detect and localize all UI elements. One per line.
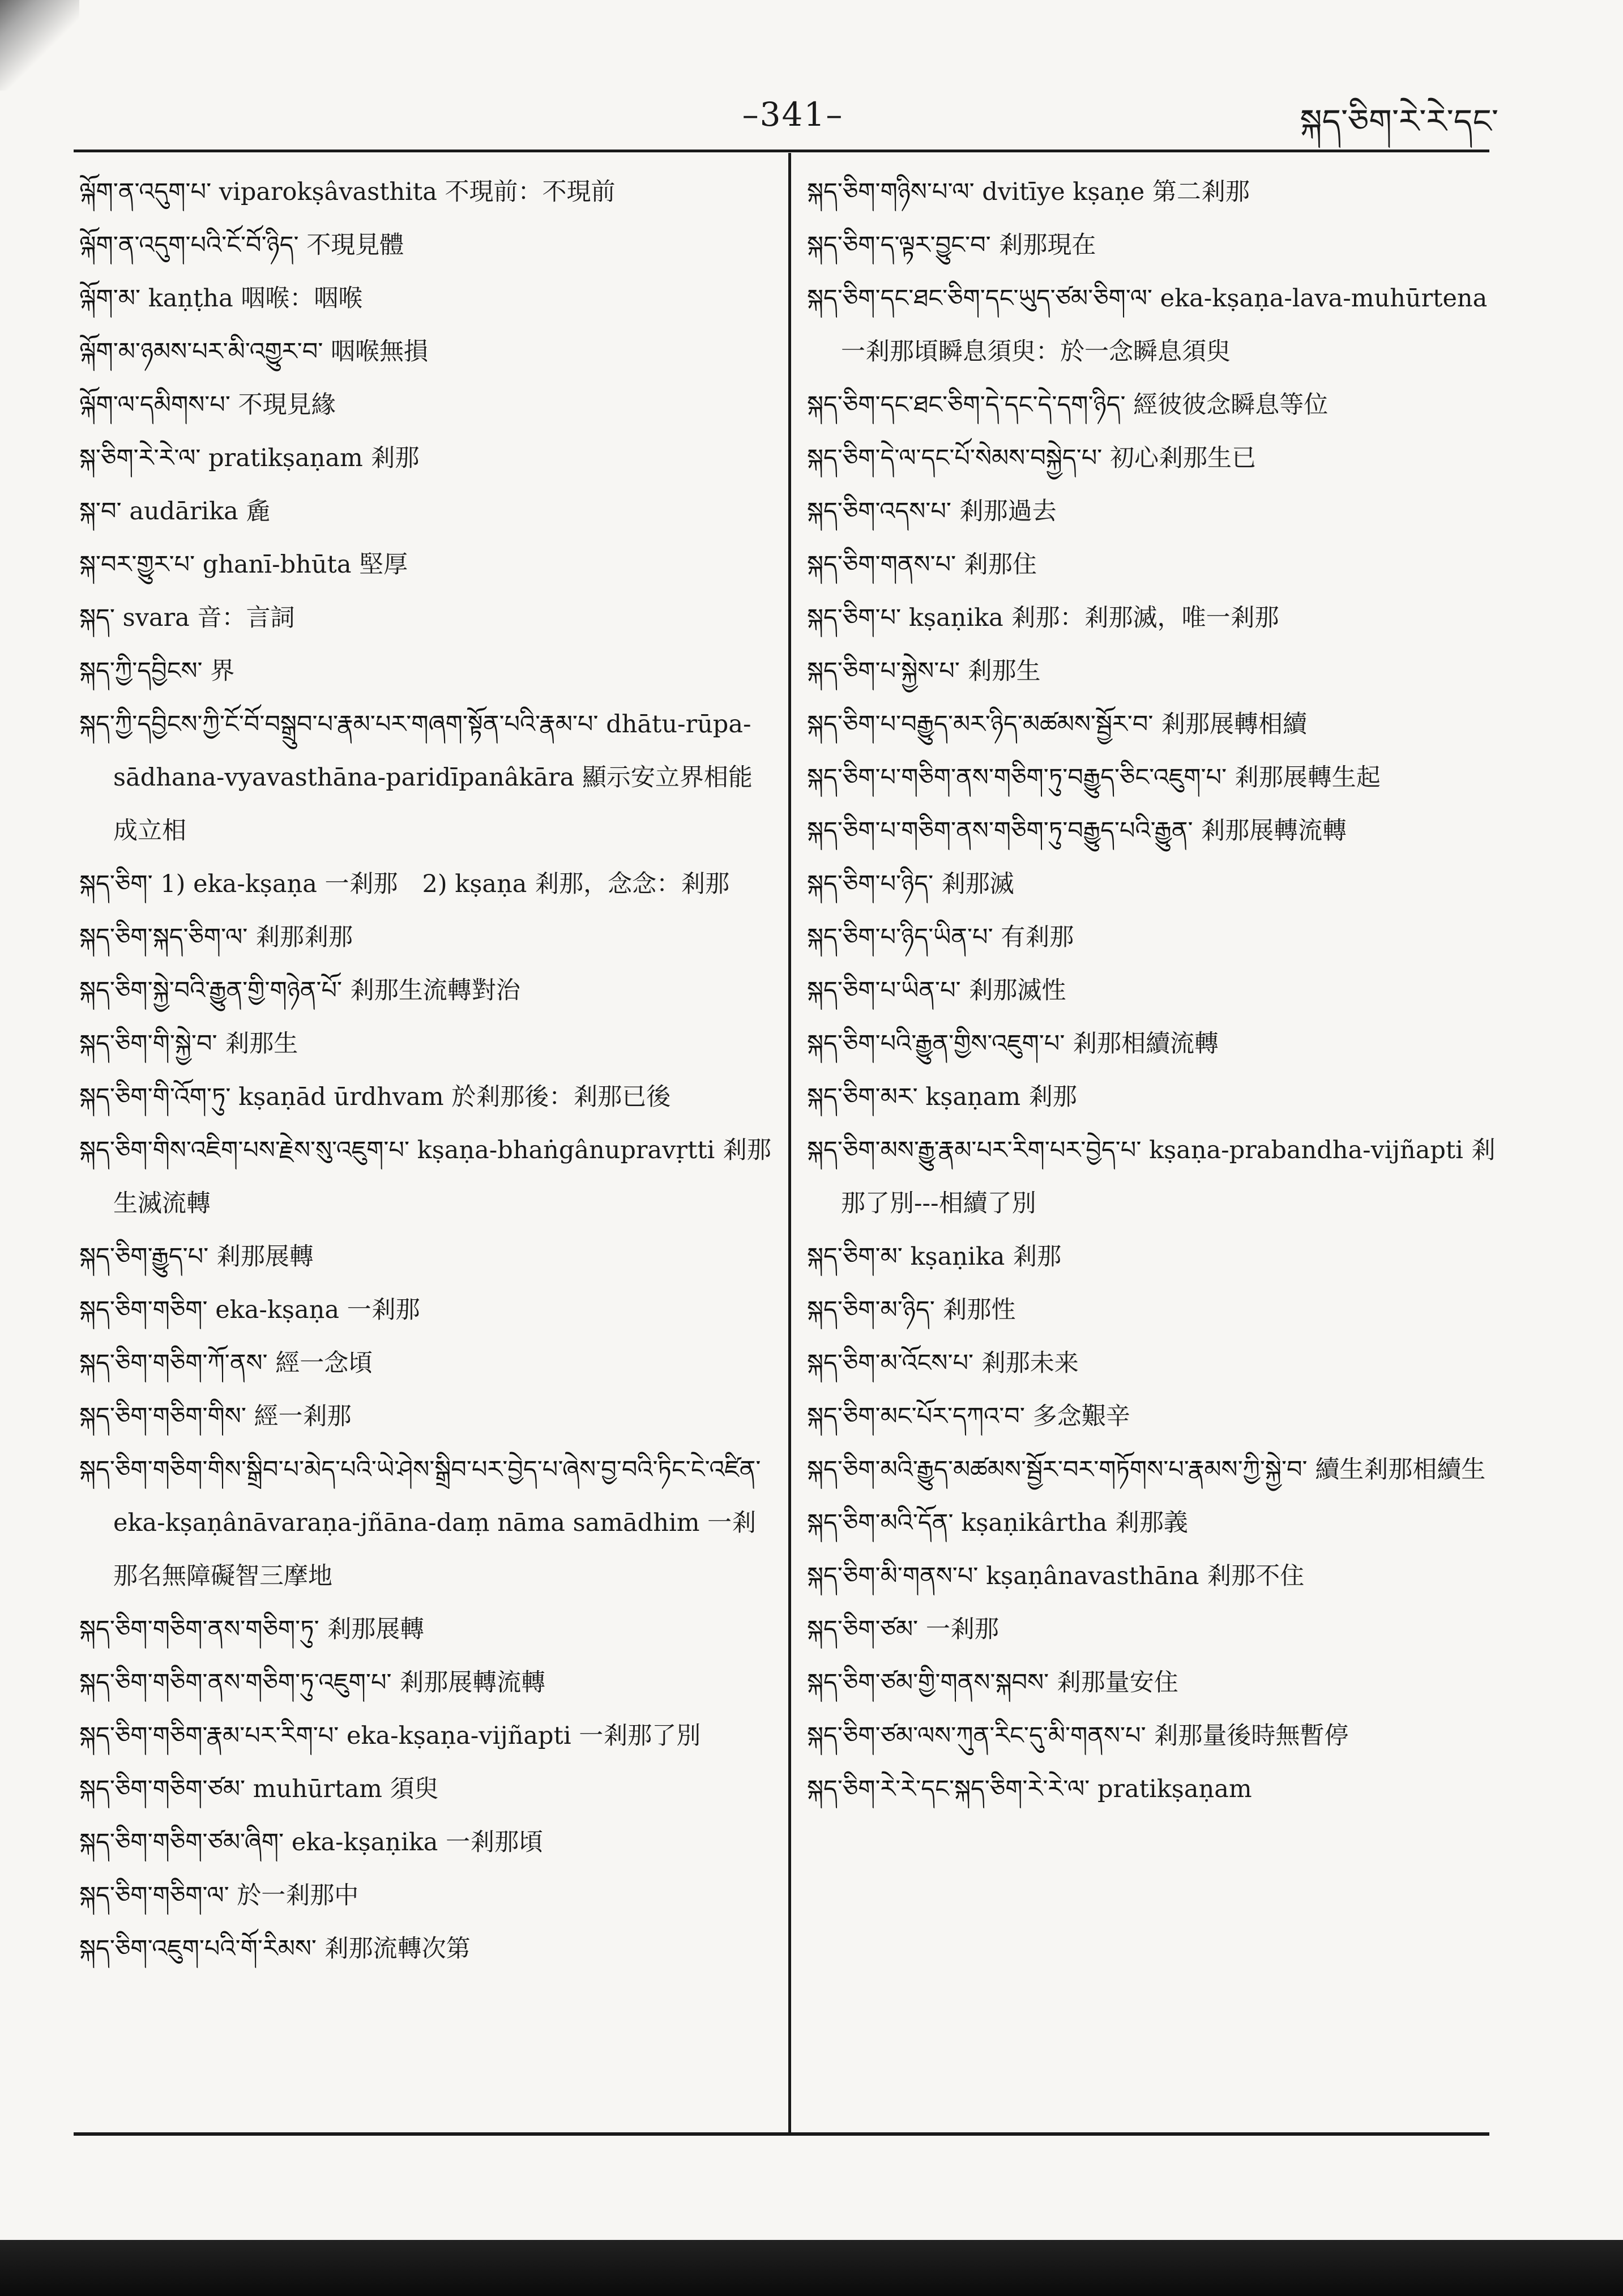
dictionary-entry <box>807 219 1506 272</box>
tibetan-term: སྐད་ཅིག་པ་ཉིད་ཡིན་པ་ <box>807 923 993 951</box>
tibetan-term: སྐད་ཅིག་དང་ཐང་ཅིག་དང་ཡུད་ཙམ་ཅིག་ལ་ <box>807 284 1152 313</box>
dictionary-entry <box>79 591 773 645</box>
tibetan-term: སྐད་ཅིག་འདས་པ་ <box>807 497 951 526</box>
entry-gloss: muhūrtam 須臾 <box>253 1775 439 1803</box>
dictionary-entry <box>79 645 773 698</box>
tibetan-term: ལྐོག་ན་འདུག་པའི་ངོ་བོ་ཉིད་ <box>79 231 299 259</box>
dictionary-entry <box>807 485 1506 538</box>
entry-gloss: 於一剎那中 <box>237 1881 359 1910</box>
tibetan-term: སྐད་ཅིག་གཅིག་ <box>79 1296 208 1324</box>
tibetan-term: སྐད་ཅིག་པ་ <box>807 604 902 632</box>
entry-gloss: 剎那展轉 <box>216 1243 314 1271</box>
dictionary-entry <box>79 432 773 485</box>
entry-gloss: 剎那過去 <box>959 497 1057 526</box>
entry-gloss: 剎那生流轉對治 <box>349 976 520 1005</box>
entry-gloss: 多念艱辛 <box>1032 1402 1130 1431</box>
entry-gloss: 剎那剎那 <box>255 923 353 951</box>
tibetan-term: ལྐོག་ན་འདུག་པ་ <box>79 178 212 206</box>
entry-gloss: 界 <box>210 657 235 685</box>
dictionary-entry <box>79 219 773 272</box>
dictionary-entry <box>79 485 773 538</box>
entry-gloss: dvitīye kṣaṇe 第二剎那 <box>982 178 1250 206</box>
dictionary-entry <box>807 538 1506 591</box>
tibetan-term: སྐད་ཅིག་དང་ཐང་ཅིག་དེ་དང་དེ་དག་ཉིད་ <box>807 391 1126 419</box>
entry-gloss: 剎那量安住 <box>1056 1668 1178 1697</box>
bottom-rule <box>74 2132 1489 2136</box>
tibetan-term: སྐད་ཅིག་ཙམ་གྱི་གནས་སྐབས་ <box>807 1668 1049 1697</box>
entry-gloss: 剎那住 <box>963 550 1037 579</box>
dictionary-entry <box>79 1017 773 1070</box>
tibetan-term: སྐད་ཅིག་ད་ལྟར་བྱུང་བ་ <box>807 231 991 259</box>
tibetan-term: སྐད་ཅིག་གཉིས་པ་ལ་ <box>807 178 975 206</box>
dictionary-entry <box>79 1656 773 1709</box>
dictionary-entry <box>79 964 773 1017</box>
tibetan-term: སྐད་ <box>79 604 115 632</box>
tibetan-term: སྐད་ཅིག་གིས་འཇིག་པས་རྗེས་སུ་འཇུག་པ་ <box>79 1136 409 1164</box>
entry-gloss: pratikṣaṇam 剎那 <box>208 444 420 472</box>
tibetan-term: སྐད་ཅིག་གཅིག་ནས་གཅིག་ཏུ་ <box>79 1615 319 1644</box>
entry-gloss: 不現見緣 <box>238 391 336 419</box>
dictionary-entry <box>79 1230 773 1283</box>
dictionary-entry <box>79 911 773 964</box>
entry-gloss: eka-kṣaṇa 一剎那 <box>215 1296 420 1324</box>
entry-gloss: eka-kṣaṇa-lava-muhūrtena 一剎那頃瞬息須臾：於一念瞬息須臾 <box>841 284 1488 366</box>
dictionary-entry <box>807 591 1506 645</box>
dictionary-entry <box>807 1550 1506 1603</box>
dictionary-entry <box>807 804 1506 857</box>
dictionary-entry <box>807 1230 1506 1283</box>
entry-gloss: eka-kṣaṇa-vijñapti 一剎那了別 <box>347 1722 701 1750</box>
tibetan-term: སྐད་ཅིག་མའི་རྒྱུད་མཚམས་སྦྱོར་བར་གཏོགས་པ་རྣམས་ཀྱི་སྐྱེ་བ་ <box>807 1456 1308 1484</box>
tibetan-term: སྐད་ཅིག་པའི་རྒྱུན་གྱིས་འཇུག་པ་ <box>807 1030 1065 1058</box>
dictionary-entry <box>807 1124 1506 1230</box>
tibetan-term: སྐད་ཅིག་རྒྱུད་པ་ <box>79 1243 209 1271</box>
dictionary-entry <box>79 1603 773 1656</box>
tibetan-term: སྐད་ཅིག་པ་གཅིག་ནས་གཅིག་ཏུ་བརྒྱུད་པའི་རྒྱུན་ <box>807 817 1193 845</box>
tibetan-term: སྐད་ཅིག་གཅིག་གིས་སྒྲིབ་པ་མེད་པའི་ཡེ་ཤེས་སྒྲིབ་པར་བྱེད་པ་ཞེས་བྱ་བའི་ཏིང་ངེ་འཛིན་ <box>79 1456 761 1484</box>
tibetan-term: ལྐོག་ལ་དམིགས་པ་ <box>79 391 230 419</box>
entry-gloss: 剎那生 <box>967 657 1041 685</box>
dictionary-entry <box>807 378 1506 432</box>
entry-gloss: dhātu-rūpa-sādhana-vyavasthāna-paridīpanâkāra 顯示安立界相能成立相 <box>113 710 753 845</box>
tibetan-term: སྐད་ཅིག་སྐད་ཅིག་ལ་ <box>79 923 248 951</box>
entry-gloss: 剎那滅 <box>941 870 1014 898</box>
entry-gloss: viparokṣâvasthita 不現前：不現前 <box>219 178 616 206</box>
tibetan-term: སྐད་ཅིག་གཅིག་རྣམ་པར་རིག་པ་ <box>79 1722 339 1750</box>
dictionary-entry <box>807 1283 1506 1337</box>
entry-gloss: 有剎那 <box>1001 923 1074 951</box>
tibetan-term: སྐ་ཅིག་རེ་རེ་ལ་ <box>79 444 201 472</box>
entry-gloss: eka-kṣaṇika 一剎那頃 <box>291 1828 544 1857</box>
dictionary-entry <box>807 751 1506 804</box>
left-column <box>79 165 773 1975</box>
tibetan-term: སྐད་ཅིག་གཅིག་ཙམ་ <box>79 1775 246 1803</box>
tibetan-term: སྐད་ཅིག་མ་འོངས་པ་ <box>807 1349 974 1377</box>
tibetan-term: སྐད་ཅིག་མ་ཉིད་ <box>807 1296 935 1324</box>
tibetan-term: སྐད་ཅིག་གཅིག་ལ་ <box>79 1881 229 1910</box>
entry-gloss: kṣaṇam 剎那 <box>925 1083 1077 1111</box>
page-number: –341– <box>742 95 844 134</box>
entry-gloss: kṣaṇikârtha 剎那義 <box>961 1509 1188 1537</box>
tibetan-term: ལྐོག་མ་ <box>79 284 141 313</box>
tibetan-term: སྐད་ཅིག་གཅིག་ཀོ་ནས་ <box>79 1349 268 1377</box>
tibetan-term: སྐད་ཅིག་པ་སྐྱེས་པ་ <box>807 657 960 685</box>
entry-gloss: 剎那性 <box>942 1296 1016 1324</box>
tibetan-term: སྐད་ཀྱི་དབྱིངས་ཀྱི་ངོ་བོ་བསྒྲུབ་པ་རྣམ་པར་གཞག་སྟོན་པའི་རྣམ་པ་ <box>79 710 599 739</box>
dictionary-entry <box>807 1017 1506 1070</box>
dictionary-entry <box>79 1922 773 1975</box>
dictionary-entry <box>807 1496 1506 1550</box>
entry-gloss: 經一念頃 <box>275 1349 373 1377</box>
entry-gloss: svara 音：言詞 <box>122 604 295 632</box>
entry-gloss: 剎那展轉生起 <box>1234 763 1381 792</box>
entry-gloss: kṣaṇânavasthāna 剎那不住 <box>986 1562 1305 1590</box>
dictionary-entry <box>79 325 773 378</box>
tibetan-term: སྐད་ཅིག་གི་སྐྱེ་བ་ <box>79 1030 217 1058</box>
entry-gloss: 剎那滅性 <box>968 976 1066 1005</box>
entry-gloss: 剎那相續流轉 <box>1073 1030 1219 1058</box>
dictionary-entry <box>79 272 773 325</box>
entry-gloss: 經一剎那 <box>254 1402 352 1431</box>
entry-gloss: 剎那展轉相續 <box>1161 710 1308 739</box>
entry-gloss: 剎那現在 <box>998 231 1096 259</box>
dictionary-entry <box>807 1390 1506 1443</box>
tibetan-term: སྐད་ཅིག་པ་ཡིན་པ་ <box>807 976 961 1005</box>
tibetan-term: སྐད་ཅིག་པ་ཉིད་ <box>807 870 934 898</box>
tibetan-term: སྐ་བ་ <box>79 497 122 526</box>
dictionary-entry <box>807 964 1506 1017</box>
dictionary-entry <box>79 1070 773 1124</box>
dictionary-entry <box>79 1390 773 1443</box>
tibetan-term: སྐད་ཅིག་གནས་པ་ <box>807 550 956 579</box>
entry-gloss: pratikṣaṇam <box>1097 1775 1252 1803</box>
dictionary-entry <box>807 272 1506 378</box>
tibetan-term: སྐད་ཅིག་མའི་དོན་ <box>807 1509 954 1537</box>
tibetan-term: སྐད་ཅིག་མ་ <box>807 1243 903 1271</box>
entry-gloss: 初心剎那生已 <box>1110 444 1257 472</box>
dictionary-entry <box>807 1762 1506 1816</box>
dictionary-entry <box>79 1337 773 1390</box>
dictionary-entry <box>79 1816 773 1869</box>
dictionary-entry <box>79 857 773 911</box>
scan-shadow <box>0 0 79 91</box>
tibetan-term: སྐད་ཅིག་ཙམ་ལས་ཀུན་རིང་དུ་མི་གནས་པ་ <box>807 1722 1146 1750</box>
tibetan-term: སྐད་ཅིག་དེ་ལ་དང་པོ་སེམས་བསྐྱེད་པ་ <box>807 444 1103 472</box>
entry-gloss: kṣaṇād ūrdhvam 於剎那後：剎那已後 <box>238 1083 671 1111</box>
dictionary-entry <box>807 911 1506 964</box>
entry-gloss: kṣaṇika 剎那：剎那滅，唯一剎那 <box>908 604 1279 632</box>
entry-gloss: 剎那展轉流轉 <box>399 1668 546 1697</box>
tibetan-term: སྐད་ཅིག་མི་གནས་པ་ <box>807 1562 979 1590</box>
entry-gloss: 剎那量後時無暫停 <box>1154 1722 1349 1750</box>
dictionary-entry <box>79 1124 773 1230</box>
dictionary-entry <box>807 1656 1506 1709</box>
dictionary-entry <box>807 1070 1506 1124</box>
scan-edge <box>0 2240 1623 2296</box>
entry-gloss: 一剎那 <box>925 1615 999 1644</box>
dictionary-entry <box>807 1443 1506 1496</box>
column-divider <box>788 153 791 2132</box>
tibetan-term: སྐད་ཀྱི་དབྱིངས་ <box>79 657 203 685</box>
tibetan-term: སྐད་ཅིག་གཅིག་ནས་གཅིག་ཏུ་འཇུག་པ་ <box>79 1668 392 1697</box>
dictionary-entry <box>79 698 773 857</box>
running-head: སྐད་ཅིག་རེ་རེ་དང་ <box>1300 102 1498 140</box>
tibetan-term: སྐད་ཅིག་མས་རྒྱུ་རྣམ་པར་རིག་པར་བྱེད་པ་ <box>807 1136 1142 1164</box>
entry-gloss: 剎那展轉 <box>327 1615 425 1644</box>
entry-gloss: 剎那流轉次第 <box>324 1935 471 1963</box>
tibetan-term: སྐད་ཅིག་རེ་རེ་དང་སྐད་ཅིག་རེ་རེ་ལ་ <box>807 1775 1090 1803</box>
entry-gloss: 剎那生 <box>225 1030 298 1058</box>
tibetan-term: སྐད་ཅིག་འཇུག་པའི་གོ་རིམས་ <box>79 1935 317 1963</box>
dictionary-entry <box>807 1337 1506 1390</box>
tibetan-term: སྐད་ཅིག་གཅིག་གིས་ <box>79 1402 246 1431</box>
tibetan-term: སྐད་ཅིག་གི་འོག་ཏུ་ <box>79 1083 231 1111</box>
top-rule <box>74 150 1489 152</box>
entry-gloss: eka-kṣaṇânāvaraṇa-jñāna-daṃ nāma samādhim 一剎那名無障礙智三摩地 <box>113 1509 757 1590</box>
entry-gloss: audārika 麁 <box>129 497 271 526</box>
dictionary-entry <box>79 1869 773 1922</box>
dictionary-entry <box>79 538 773 591</box>
dictionary-entry <box>79 1443 773 1603</box>
tibetan-term: སྐད་ཅིག་མར་ <box>807 1083 918 1111</box>
entry-gloss: kṣaṇika 剎那 <box>910 1243 1062 1271</box>
entry-gloss: 不現見體 <box>306 231 404 259</box>
dictionary-entry <box>807 1709 1506 1762</box>
tibetan-term: སྐད་ཅིག་གཅིག་ཙམ་ཞིག་ <box>79 1828 284 1857</box>
tibetan-term: སྐད་ཅིག་ <box>79 870 153 898</box>
entry-gloss: kṣaṇa-prabandha-vijñapti 剎那了別---相續了別 <box>841 1136 1496 1218</box>
dictionary-entry <box>79 378 773 432</box>
tibetan-term: སྐད་ཅིག་སྐྱེ་བའི་རྒྱུན་གྱི་གཉེན་པོ་ <box>79 976 343 1005</box>
entry-gloss: 剎那未来 <box>981 1349 1079 1377</box>
tibetan-term: སྐད་ཅིག་མང་པོར་དཀའ་བ་ <box>807 1402 1025 1431</box>
dictionary-entry <box>807 165 1506 219</box>
entry-gloss: 剎那展轉流轉 <box>1201 817 1347 845</box>
tibetan-term: ལྐོག་མ་ཉམས་པར་མི་འགྱུར་བ་ <box>79 338 323 366</box>
entry-gloss: 咽喉無損 <box>331 338 429 366</box>
dictionary-entry <box>807 645 1506 698</box>
tibetan-term: སྐད་ཅིག་པ་བརྒྱུད་མར་ཉིད་མཚམས་སྦྱོར་བ་ <box>807 710 1154 739</box>
entry-gloss: 續生剎那相續生 <box>1315 1456 1486 1484</box>
dictionary-entry <box>807 432 1506 485</box>
dictionary-entry <box>807 1603 1506 1656</box>
tibetan-term: སྐད་ཅིག་ཙམ་ <box>807 1615 919 1644</box>
dictionary-entry <box>79 1762 773 1816</box>
tibetan-term: སྐ་བར་གྱུར་པ་ <box>79 550 195 579</box>
entry-gloss: 1) eka-kṣaṇa 一剎那 2) kṣaṇa 剎那，念念：剎那 <box>160 870 730 898</box>
dictionary-entry <box>79 1283 773 1337</box>
entry-gloss: kaṇṭha 咽喉：咽喉 <box>148 284 363 313</box>
tibetan-term: སྐད་ཅིག་པ་གཅིག་ནས་གཅིག་ཏུ་བརྒྱུད་ཅིང་འཇུག་པ་ <box>807 763 1227 792</box>
entry-gloss: 經彼彼念瞬息等位 <box>1133 391 1329 419</box>
entry-gloss: ghanī-bhūta 堅厚 <box>202 550 408 579</box>
entry-gloss: kṣaṇa-bhaṅgânupravṛtti 剎那生滅流轉 <box>113 1136 771 1218</box>
dictionary-entry <box>79 165 773 219</box>
dictionary-entry <box>79 1709 773 1762</box>
dictionary-entry <box>807 857 1506 911</box>
right-column <box>807 165 1506 1816</box>
dictionary-entry <box>807 698 1506 751</box>
